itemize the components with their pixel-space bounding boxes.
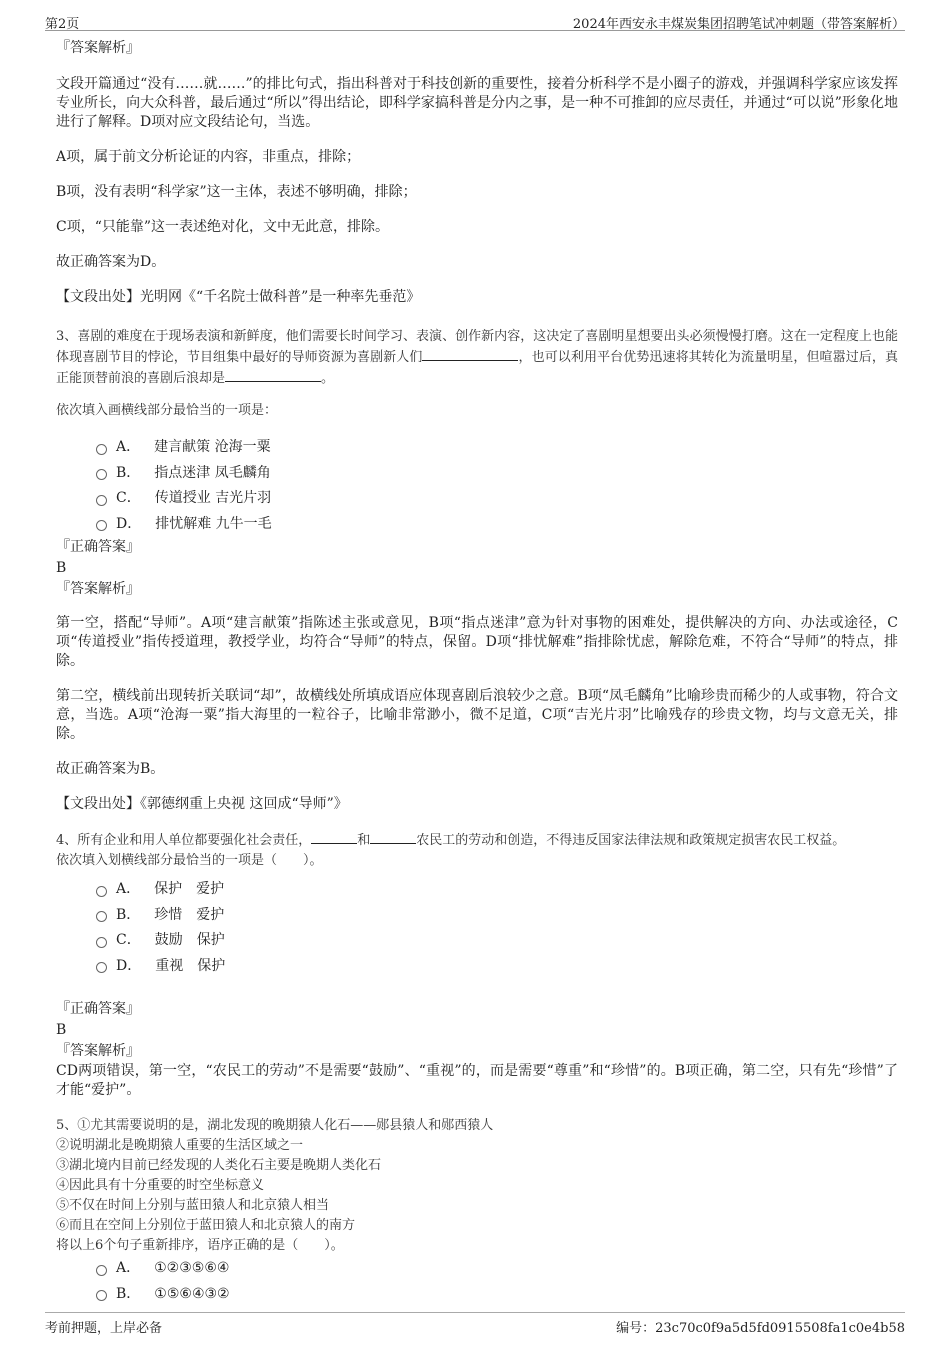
option-item[interactable]: A． 建言献策 沧海一粟 (96, 435, 898, 461)
option-item[interactable]: C． 传道授业 吉光片羽 (96, 486, 898, 512)
source-citation: 【文段出处】《郭德纲重上央视 这回成“导师”》 (56, 796, 348, 812)
radio-button[interactable] (96, 937, 107, 948)
option-item[interactable]: B． 珍惜 爱护 (96, 903, 898, 929)
option-item[interactable]: B． 指点迷津 凤毛麟角 (96, 461, 898, 487)
option-item[interactable]: B． ①⑤⑥④③② (96, 1282, 898, 1308)
analysis-paragraph: 第二空，横线前出现转折关联词“却”，故横线处所填成语应体现喜剧后浪较少之意。B项“凤毛麟角”比喻珍贵而稀少的人或事物，符合文意，当选。A项“沧海一粟”指大海里的一粒谷子，比喻非常渺小，微不足道，C项“吉光片羽”比喻残存的珍贵文物，均与文意无关，排除。 (56, 688, 898, 742)
option-list (96, 435, 898, 537)
analysis-paragraph: B项，没有表明“科学家”这一主体，表述不够明确，排除； (56, 184, 417, 200)
sentence-line: ⑥而且在空间上分别位于蓝田猿人和北京猿人的南方 (56, 1218, 356, 1233)
fill-blank (311, 830, 357, 844)
analysis-label: 『答案解析』 (56, 581, 140, 597)
question-stem: 4、所有企业和用人单位都要强化社会责任， 和 农民工的劳动和创造，不得违反国家法律法规和政策规定损害农民工权益。 (56, 830, 898, 851)
question-prompt: 依次填入划横线部分最恰当的一项是（ ）。 (56, 853, 323, 868)
option-item[interactable]: A． ①②③⑤⑥④ (96, 1256, 898, 1282)
radio-button[interactable] (96, 911, 107, 922)
footer-slogan: 考前押题，上岸必备 (45, 1321, 163, 1336)
page-number: 第2页 (45, 17, 80, 32)
radio-button[interactable] (96, 495, 107, 506)
analysis-label: 『答案解析』 (56, 1043, 140, 1059)
radio-button[interactable] (96, 1265, 107, 1276)
radio-button[interactable] (96, 520, 107, 531)
question-stem: 3、喜剧的难度在于现场表演和新鲜度，他们需要长时间学习、表演、创作新内容，这决定了喜剧明星想要出头必须慢慢打磨。这在一定程度上也能体现喜剧节目的悖论，节目组集中最好的导师资源为喜剧新人们 ，也可以利用平台优势迅速将其转化为流量明星，但喧嚣过后，真正能顶替前浪的喜剧后浪却是 。 (56, 329, 898, 386)
option-item[interactable]: C． 鼓励 保护 (96, 928, 898, 954)
sentence-line: 5、①尤其需要说明的是，湖北发现的晚期猿人化石——郧县猿人和郧西猿人 (56, 1118, 494, 1133)
document-id: 编号：23c70c0f9a5d5fd0915508fa1c0e4b58 (616, 1321, 905, 1336)
answer-label: 『正确答案』 (56, 1001, 140, 1017)
question-prompt: 依次填入画横线部分最恰当的一项是： (56, 403, 278, 418)
option-item[interactable]: D． 重视 保护 (96, 954, 898, 980)
fill-blank (225, 368, 321, 382)
radio-button[interactable] (96, 1290, 107, 1301)
sentence-line: ③湖北境内目前已经发现的人类化石主要是晚期人类化石 (56, 1158, 382, 1173)
option-list (96, 1256, 898, 1307)
analysis-paragraph: C项，“只能靠”这一表述绝对化，文中无此意，排除。 (56, 219, 390, 235)
option-list (96, 877, 898, 979)
fill-blank (422, 347, 518, 361)
sentence-line: ④因此具有十分重要的时空坐标意义 (56, 1178, 265, 1193)
analysis-paragraph: 文段开篇通过“没有……就……”的排比句式，指出科普对于科技创新的重要性，接着分析科学不是小圈子的游戏，并强调科学家应该发挥专业所长，向大众科普，最后通过“所以”得出结论，即科学家搞科普是分内之事，是一种不可推卸的应尽责任，并通过“可以说”形象化地进行了解释。D项对应文段结论句，当选。 (56, 76, 898, 130)
page-header (45, 10, 905, 31)
radio-button[interactable] (96, 962, 107, 973)
source-citation: 【文段出处】光明网《“千名院士做科普”是一种率先垂范》 (56, 289, 421, 305)
radio-button[interactable] (96, 444, 107, 455)
document-title: 2024年西安永丰煤炭集团招聘笔试冲刺题（带答案解析） (572, 17, 905, 32)
question-prompt: 将以上6个句子重新排序，语序正确的是（ ）。 (56, 1238, 344, 1253)
analysis-label: 『答案解析』 (56, 40, 140, 56)
analysis-paragraph: CD两项错误，第一空，“农民工的劳动”不是需要“鼓励”、“重视”的，而是需要“尊重”和“珍惜”的。B项正确，第二空，只有先“珍惜”了才能“爱护”。 (56, 1063, 898, 1098)
sentence-line: ⑤不仅在时间上分别与蓝田猿人和北京猿人相当 (56, 1198, 330, 1213)
fill-blank (370, 830, 416, 844)
radio-button[interactable] (96, 886, 107, 897)
radio-button[interactable] (96, 469, 107, 480)
answer-label: 『正确答案』 (56, 539, 140, 555)
analysis-paragraph: 第一空，搭配“导师”。A项“建言献策”指陈述主张或意见，B项“指点迷津”意为针对事物的困难处，提供解决的方向、办法或途径，C项“传道授业”指传授道理，教授学业，均符合“导师”的特点，保留。D项“排忧解难”指排除忧虑，解除危难，不符合“导师”的特点，排除。 (56, 615, 898, 669)
option-item[interactable]: D． 排忧解难 九牛一毛 (96, 512, 898, 538)
option-item[interactable]: A． 保护 爱护 (96, 877, 898, 903)
sentence-line: ②说明湖北是晚期猿人重要的生活区域之一 (56, 1138, 304, 1153)
analysis-conclusion: 故正确答案为D。 (56, 254, 166, 270)
analysis-conclusion: 故正确答案为B。 (56, 761, 165, 777)
analysis-paragraph: A项，属于前文分析论证的内容，非重点，排除； (56, 149, 361, 165)
document-body (56, 38, 898, 1307)
answer-value: B (56, 560, 67, 576)
page-footer (45, 1312, 905, 1335)
answer-value: B (56, 1022, 67, 1038)
